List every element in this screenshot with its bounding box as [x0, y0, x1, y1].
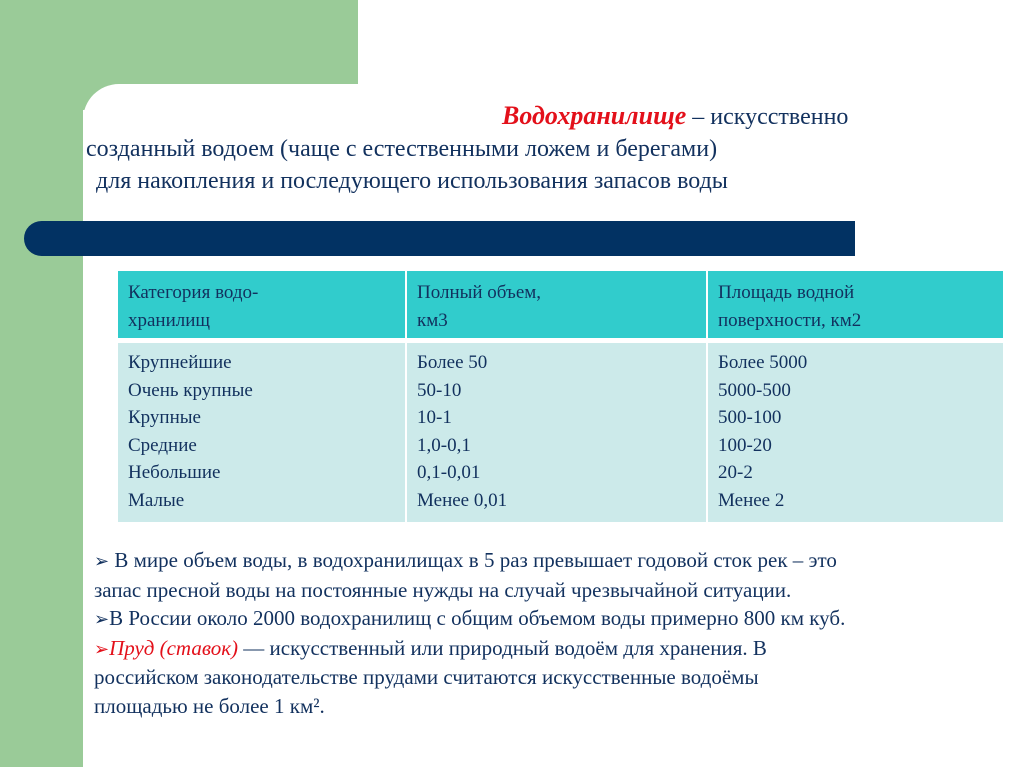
bullet-item-world-volume	[94, 546, 1024, 576]
table-header-row	[117, 270, 1004, 341]
volume-value: 10-1	[417, 407, 452, 428]
area-value: 100-20	[718, 434, 772, 456]
area-value: 5000-500	[718, 379, 791, 401]
area-cell	[707, 341, 1004, 524]
arrow-bullet-icon: ➢	[94, 609, 110, 629]
volume-value: 1,0-0,1	[417, 434, 471, 456]
arrow-bullet-icon: ➢	[94, 638, 110, 659]
volume-value: 50-10	[417, 379, 462, 401]
bullet-continuation: запас пресной воды на постоянные нужды на случай чрезвычайной ситуации.	[94, 577, 792, 602]
header-text: Категория водо-	[128, 282, 259, 303]
definition-line-3: для накопления и последующего использования запасов воды	[96, 168, 728, 194]
bullet-list	[94, 546, 1024, 720]
bullet-item-pond	[94, 634, 1024, 664]
definition-line-1	[86, 100, 986, 133]
bullet-continuation: российском законодательстве прудами считаются искусственные водоёмы	[94, 665, 759, 689]
definition-block	[86, 100, 986, 197]
definition-term: Водохранилище	[502, 101, 687, 130]
header-text: поверхности, км2	[718, 309, 862, 331]
category-value: Крупнейшие	[128, 352, 232, 373]
header-text: км3	[417, 309, 448, 331]
category-value: Очень крупные	[128, 379, 253, 401]
category-value: Средние	[128, 434, 197, 456]
area-value: Менее 2	[718, 489, 785, 511]
header-text: Полный объем,	[417, 282, 542, 303]
bullet-continuation: площадью не более 1 км².	[94, 693, 325, 718]
header-area	[707, 270, 1004, 341]
data-table	[116, 269, 1005, 524]
volume-value: Более 50	[417, 352, 488, 373]
header-text: хранилищ	[128, 309, 211, 331]
volume-cell	[406, 341, 707, 524]
category-cell	[117, 341, 406, 524]
category-value: Малые	[128, 489, 185, 511]
header-category	[117, 270, 406, 341]
category-value: Небольшие	[128, 462, 221, 483]
table-row	[117, 341, 1004, 524]
bullet-text: В России около 2000 водохранилищ с общим объемом воды примерно 800 км куб.	[109, 606, 846, 630]
header-volume	[406, 270, 707, 341]
bullet-text: В мире объем воды, в водохранилищах в 5 раз превышает годовой сток рек – это	[109, 548, 837, 572]
reservoir-category-table	[116, 269, 1005, 524]
area-value: Более 5000	[718, 352, 808, 373]
bullet-item-russia	[94, 604, 1024, 634]
arrow-bullet-icon: ➢	[94, 551, 110, 571]
bullet-text: — искусственный или природный водоём для хранения. В	[238, 635, 767, 660]
category-value: Крупные	[128, 407, 201, 428]
volume-value: Менее 0,01	[417, 489, 508, 511]
header-text: Площадь водной	[718, 282, 855, 303]
area-value: 20-2	[718, 462, 753, 483]
green-panel-left	[0, 0, 83, 767]
area-value: 500-100	[718, 407, 782, 428]
pond-term: Пруд (ставок)	[109, 635, 239, 660]
definition-text: – искусственно	[686, 104, 849, 130]
navy-divider-bar	[24, 221, 855, 256]
volume-value: 0,1-0,01	[417, 462, 481, 483]
definition-line-2: созданный водоем (чаще с естественными ложем и берегами)	[86, 136, 718, 162]
